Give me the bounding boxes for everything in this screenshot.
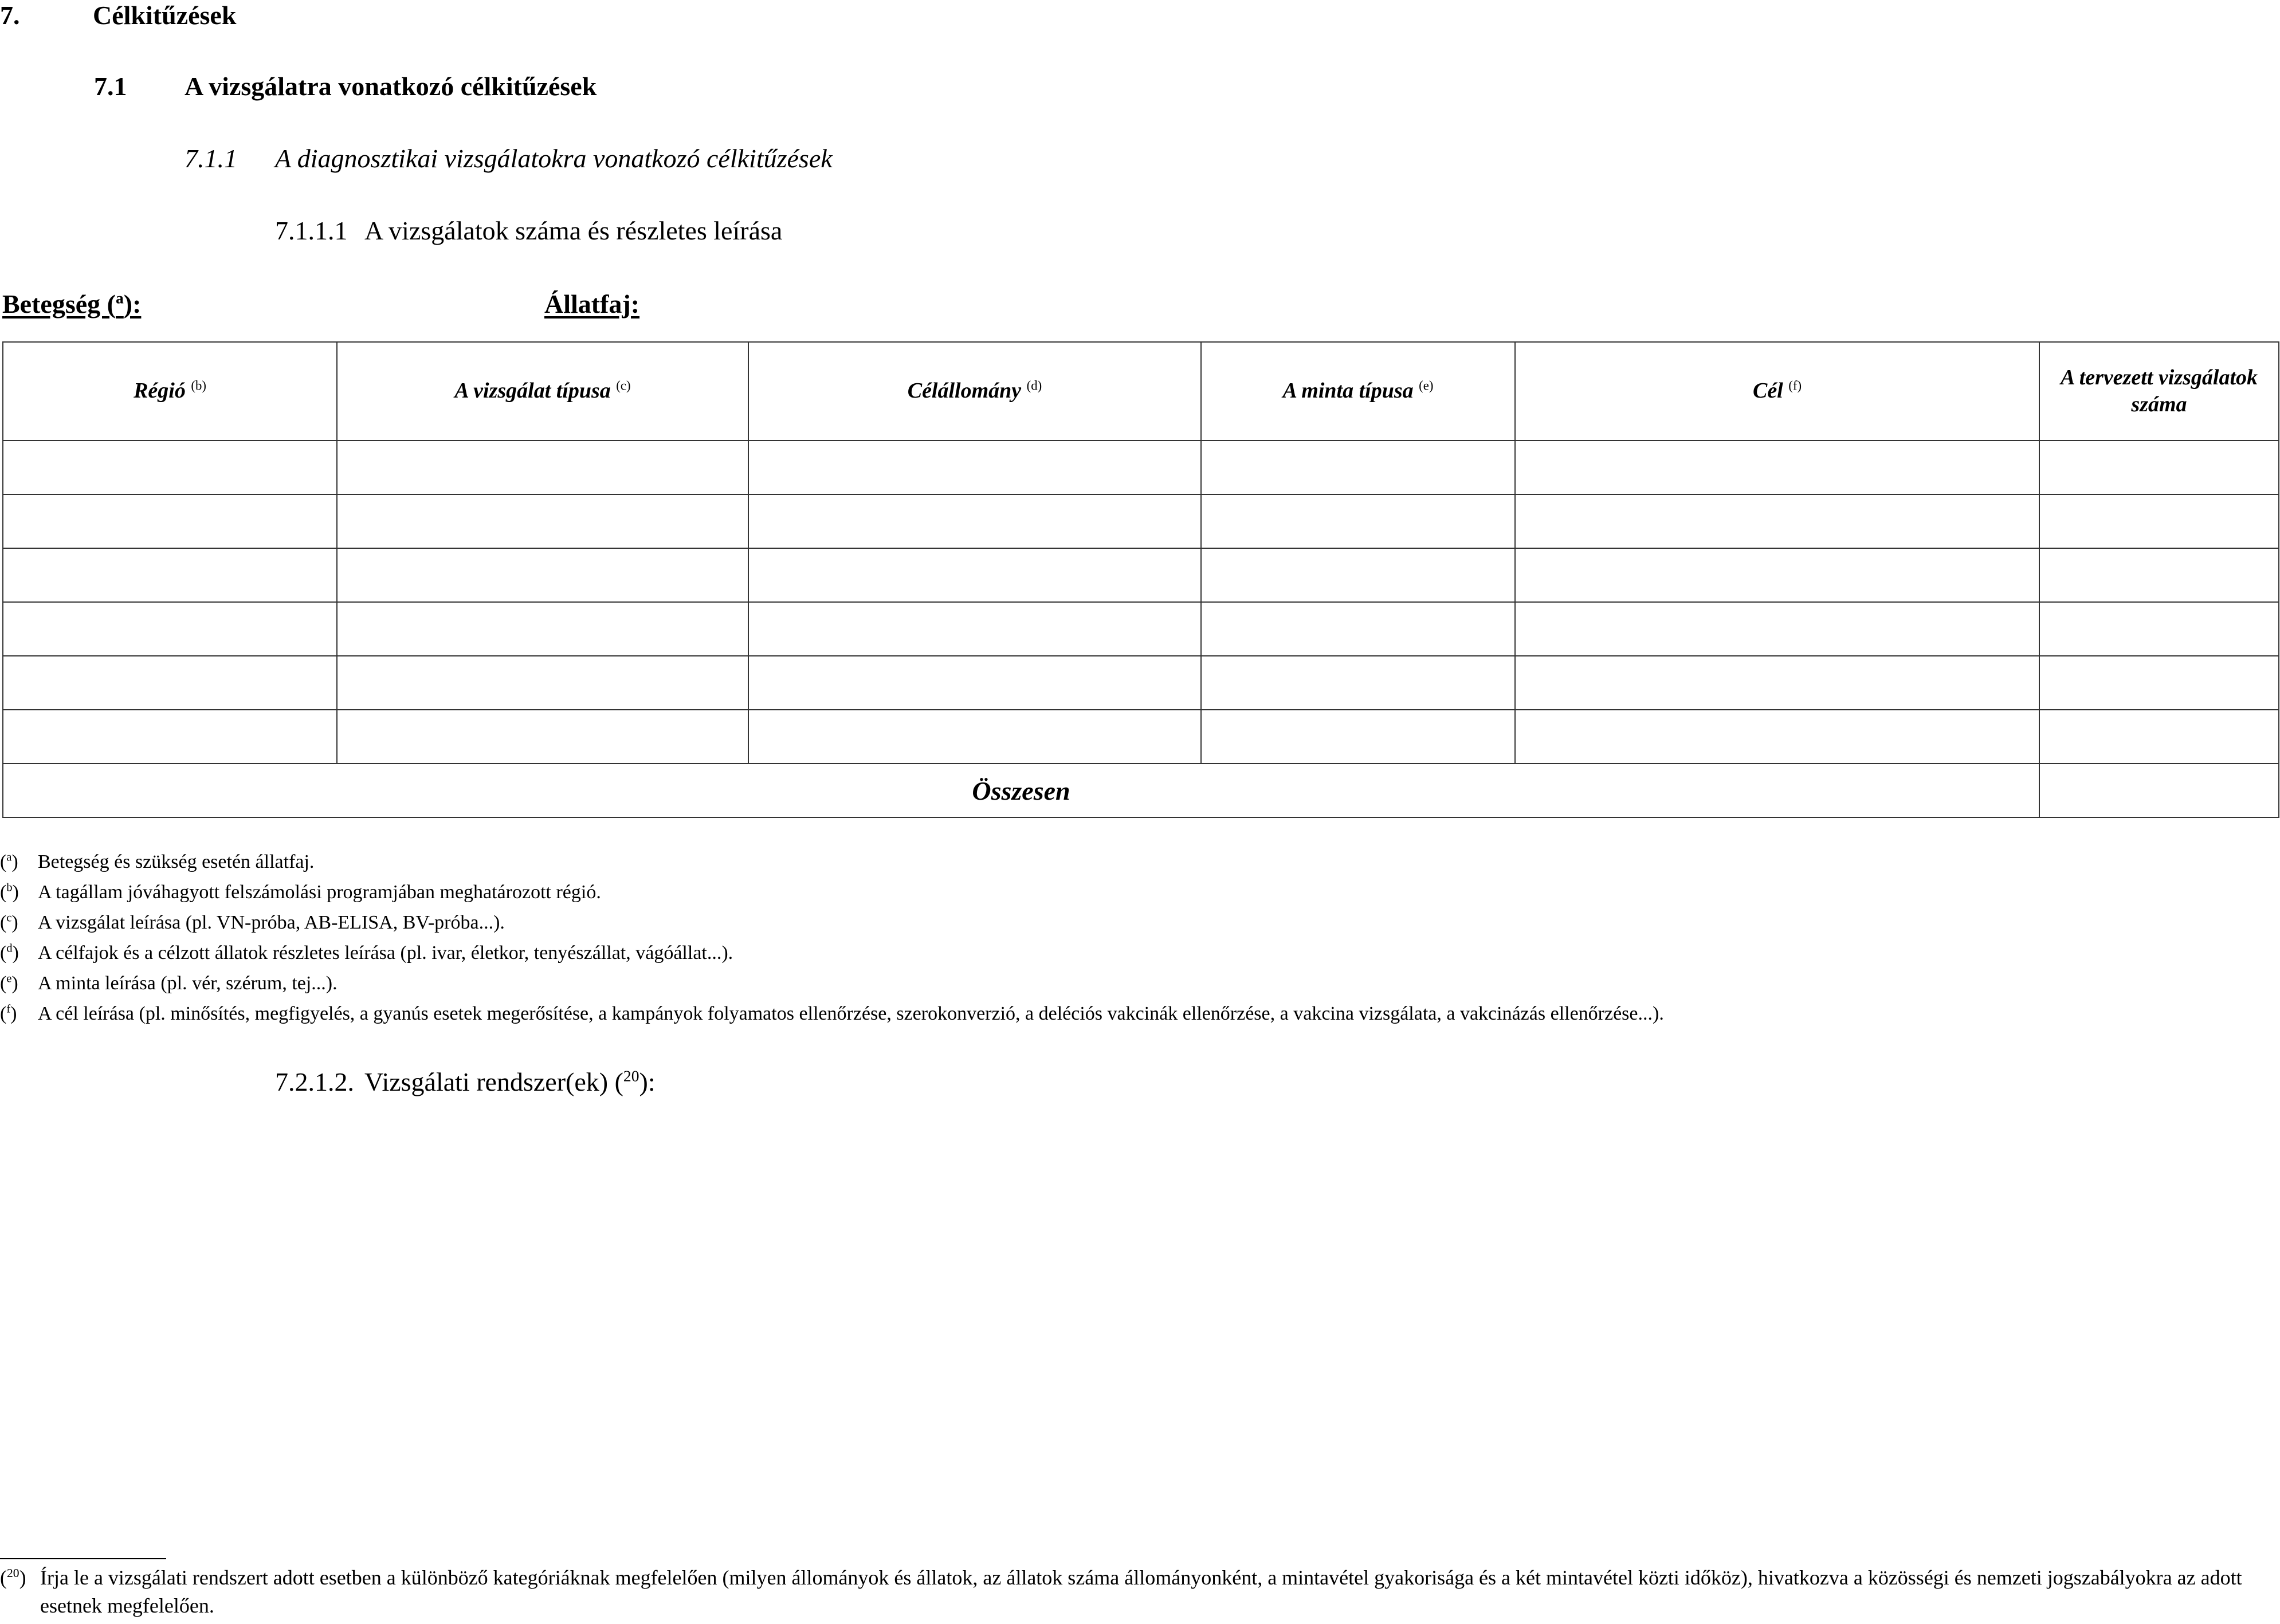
table-cell[interactable]	[337, 494, 748, 548]
table-row	[3, 441, 2279, 494]
subsubsubsection-title: A vizsgálatok száma és részletes leírása	[364, 216, 783, 245]
table-cell[interactable]	[3, 494, 337, 548]
subsection-number: 7.1	[94, 72, 127, 101]
header-test-type: A vizsgálat típusa $^{(c)}$	[337, 342, 748, 441]
table-row	[3, 494, 2279, 548]
header-region: Régió $^{(b)}$	[3, 342, 337, 441]
table-cell[interactable]	[3, 441, 337, 494]
table-cell[interactable]	[2039, 494, 2279, 548]
table-cell[interactable]	[748, 548, 1201, 602]
test-plan-table	[2, 341, 2279, 818]
table-header-row	[3, 342, 2279, 441]
table-cell[interactable]	[2039, 441, 2279, 494]
header-planned-tests: A tervezett vizsgálatok száma	[2039, 342, 2279, 441]
table-cell[interactable]	[3, 548, 337, 602]
table-cell[interactable]	[748, 441, 1201, 494]
header-sample-type: A minta típusa $^{(e)}$	[1201, 342, 1515, 441]
subsection-title: A vizsgálatra vonatkozó célkitűzések	[185, 72, 597, 101]
table-cell[interactable]	[337, 602, 748, 656]
testing-scheme-heading: 7.2.1.2. Vizsgálati rendszer(ek) ($^{20}$):	[275, 1067, 656, 1096]
table-cell[interactable]	[748, 494, 1201, 548]
table-cell[interactable]	[1515, 441, 2039, 494]
subsubsection-title: A diagnosztikai vizsgálatokra vonatkozó célkitűzések	[275, 144, 833, 173]
table-cell[interactable]	[2039, 710, 2279, 764]
table-cell[interactable]	[337, 656, 748, 710]
subsubsubsection-heading	[275, 215, 783, 246]
table-cell[interactable]	[2039, 656, 2279, 710]
table-cell[interactable]	[3, 602, 337, 656]
table-cell[interactable]	[748, 656, 1201, 710]
table-row	[3, 656, 2279, 710]
table-cell[interactable]	[1515, 656, 2039, 710]
subsection-heading	[94, 71, 597, 101]
table-cell[interactable]	[1201, 602, 1515, 656]
table-cell[interactable]	[1201, 548, 1515, 602]
table-cell[interactable]	[2039, 548, 2279, 602]
subsubsection-heading	[185, 143, 833, 174]
footnote-divider	[0, 1558, 166, 1559]
table-cell[interactable]	[1201, 656, 1515, 710]
table-cell[interactable]	[337, 441, 748, 494]
subsubsection-number: 7.1.1	[185, 144, 237, 173]
disease-field-label: Betegség ($^a$):	[2, 289, 142, 318]
section-number: 7.	[0, 1, 20, 30]
table-cell[interactable]	[337, 710, 748, 764]
testing-scheme-number: 7.2.1.2.	[275, 1067, 354, 1096]
table-cell[interactable]	[1515, 602, 2039, 656]
table-row	[3, 548, 2279, 602]
footnote-ref-20[interactable]: 20	[623, 1067, 639, 1085]
subsubsubsection-number: 7.1.1.1	[275, 216, 348, 245]
table-cell[interactable]	[1201, 441, 1515, 494]
table-cell[interactable]	[1515, 710, 2039, 764]
header-target-population: Célállomány $^{(d)}$	[748, 342, 1201, 441]
table-row	[3, 602, 2279, 656]
table-total-row	[3, 764, 2279, 817]
total-label: Összesen	[3, 764, 2039, 817]
section-title: Célkitűzések	[93, 1, 237, 30]
table-cell[interactable]	[337, 548, 748, 602]
header-purpose: Cél $^{(f)}$	[1515, 342, 2039, 441]
species-field-label: Állatfaj:	[544, 289, 640, 318]
table-cell[interactable]	[1515, 494, 2039, 548]
table-cell[interactable]	[1201, 494, 1515, 548]
table-cell[interactable]	[1201, 710, 1515, 764]
table-row	[3, 710, 2279, 764]
table-cell[interactable]	[2039, 602, 2279, 656]
table-cell[interactable]	[3, 710, 337, 764]
total-value-cell[interactable]	[2039, 764, 2279, 817]
table-cell[interactable]	[748, 602, 1201, 656]
testing-scheme-title: Vizsgálati rendszer(ek) (	[364, 1067, 623, 1096]
table-cell[interactable]	[3, 656, 337, 710]
section-heading	[0, 0, 237, 30]
table-cell[interactable]	[748, 710, 1201, 764]
table-cell[interactable]	[1515, 548, 2039, 602]
